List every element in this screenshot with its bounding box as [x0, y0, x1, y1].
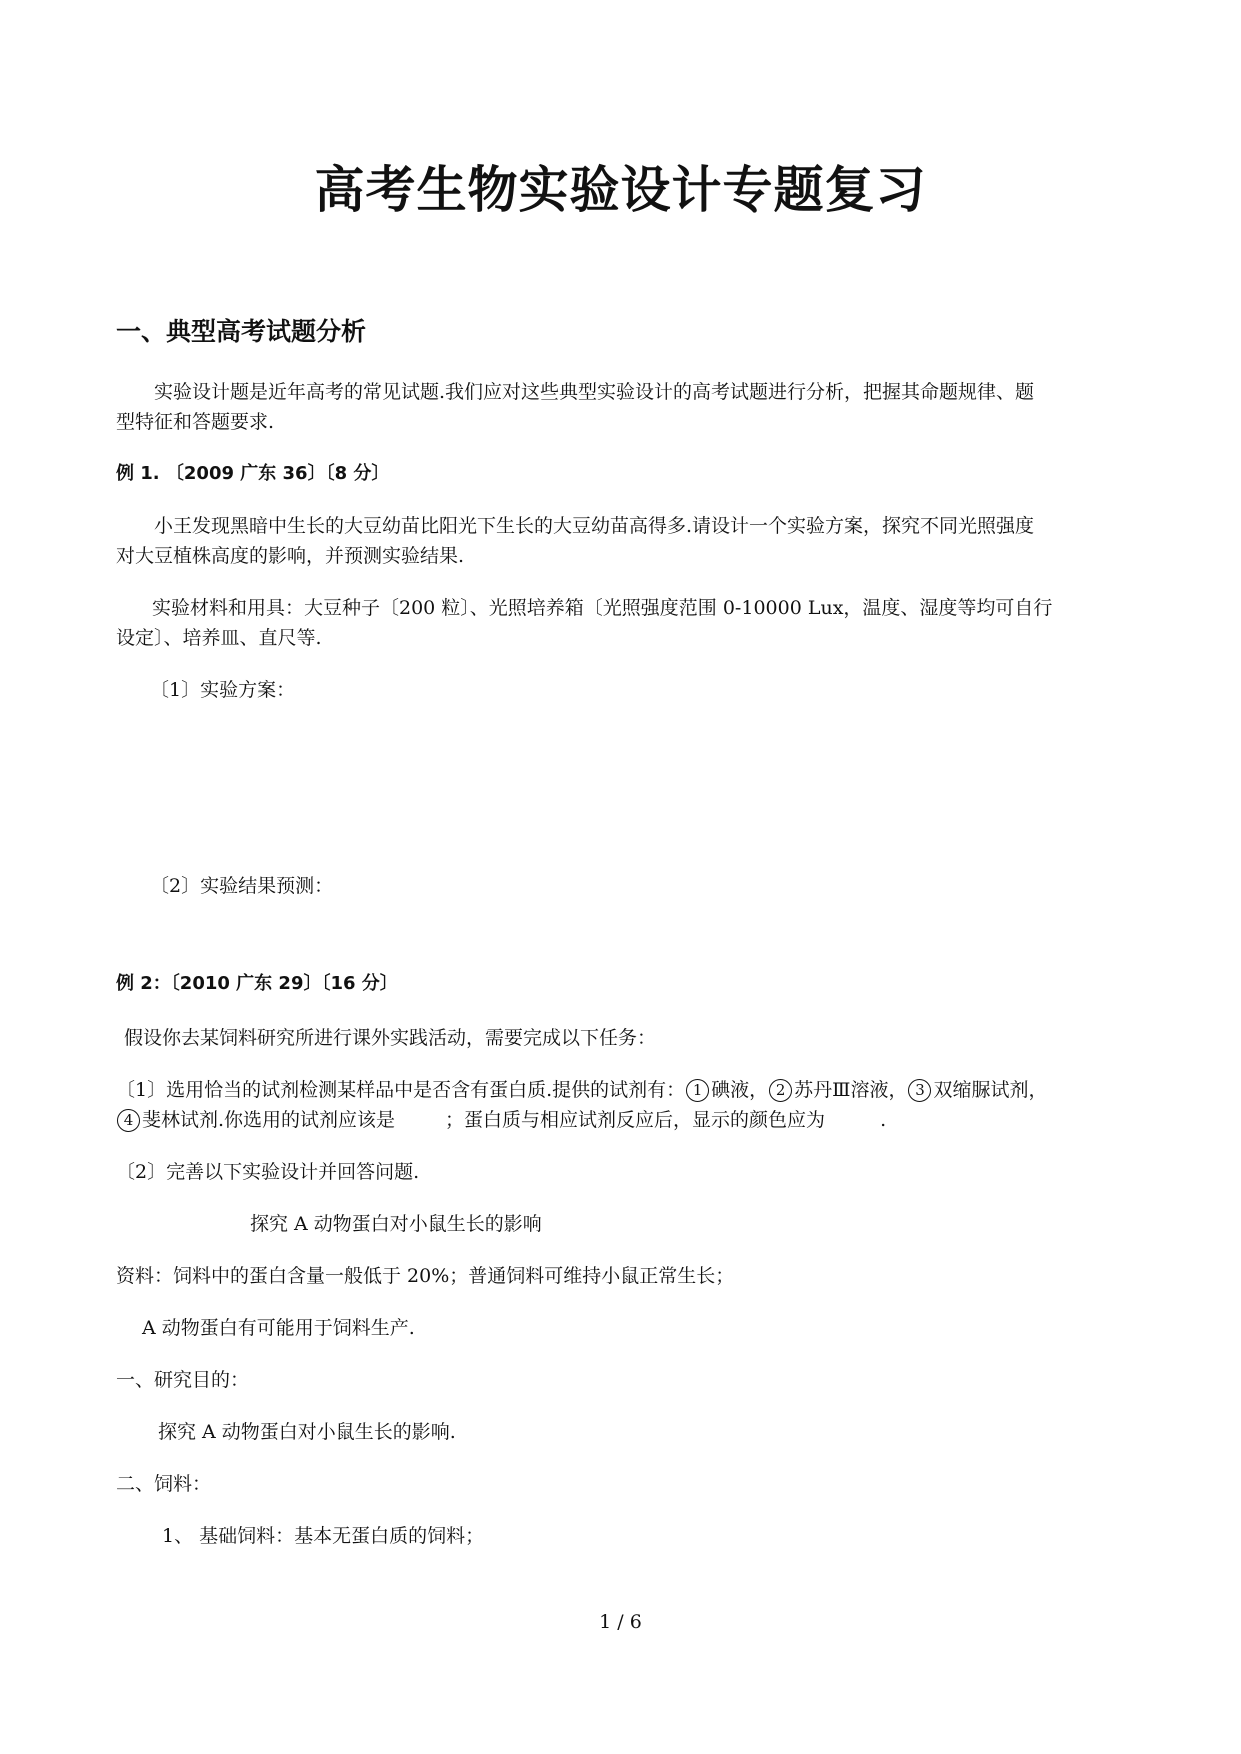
- info-line-2: A 动物蛋白有可能用于饲料生产.: [142, 1317, 415, 1339]
- question-1-text: 〔1〕选用恰当的试剂检测某样品中是否含有蛋白质.提供的试剂有：: [116, 1079, 686, 1101]
- example-2-heading: 例 2：〔2010 广东 29〕〔16 分〕: [116, 973, 398, 994]
- circled-number-2: 2: [769, 1079, 792, 1102]
- feed-heading: 二、饲料：: [116, 1473, 212, 1495]
- reagent-2: 苏丹Ⅲ溶液，: [794, 1079, 908, 1101]
- reagent-3: 双缩脲试剂，: [933, 1079, 1048, 1101]
- example-1-heading: 例 1. 〔2009 广东 36〕〔8 分〕: [116, 463, 390, 484]
- circled-number-1: 1: [686, 1079, 709, 1102]
- circled-number-4: 4: [117, 1109, 140, 1132]
- example-1-question-line-1: 小王发现黑暗中生长的大豆幼苗比阳光下生长的大豆幼苗高得多.请设计一个实验方案，探究不同光照强度: [154, 515, 1035, 537]
- circled-number-3: 3: [908, 1079, 931, 1102]
- example-2-question-1-line-2: [116, 1106, 886, 1134]
- intro-line-2: 型特征和答题要求.: [116, 411, 275, 433]
- document-title: 高考生物实验设计专题复习: [314, 161, 927, 219]
- example-1-materials-line-1: 实验材料和用具：大豆种子〔200 粒〕、光照培养箱〔光照强度范围 0-10000 Lux，温度、湿度等均可自行: [152, 597, 1053, 619]
- example-1-part-1: 〔1〕实验方案：: [150, 679, 296, 701]
- example-2-task: 假设你去某饲料研究所进行课外实践活动，需要完成以下任务：: [124, 1027, 657, 1049]
- experiment-title: 探究 A 动物蛋白对小鼠生长的影响: [250, 1213, 542, 1235]
- page-number: 1 / 6: [599, 1611, 642, 1633]
- feed-item-1: 1、 基础饲料：基本无蛋白质的饲料；: [162, 1525, 485, 1547]
- example-2-question-2: 〔2〕完善以下实验设计并回答问题.: [116, 1161, 420, 1183]
- aim-text: 探究 A 动物蛋白对小鼠生长的影响.: [158, 1421, 456, 1443]
- example-2-question-1-line-1: [116, 1076, 1048, 1104]
- reagent-1: 碘液，: [711, 1079, 769, 1101]
- reagent-4: 斐林试剂.你选用的试剂应该是: [142, 1109, 396, 1131]
- aim-heading: 一、研究目的：: [116, 1369, 250, 1391]
- intro-line-1: 实验设计题是近年高考的常见试题.我们应对这些典型实验设计的高考试题进行分析，把握其命题规律、题: [154, 381, 1035, 403]
- section-heading-1: 一、典型高考试题分析: [116, 317, 367, 346]
- question-1-end: .: [880, 1109, 887, 1131]
- example-1-question-line-2: 对大豆植株高度的影响，并预测实验结果.: [116, 545, 465, 567]
- question-1-color-text: ；蛋白质与相应试剂反应后，显示的颜色应为: [445, 1109, 826, 1131]
- example-1-part-2: 〔2〕实验结果预测：: [150, 875, 334, 897]
- info-line-1: 资料：饲料中的蛋白含量一般低于 20%；普通饲料可维持小鼠正常生长；: [116, 1265, 735, 1287]
- example-1-materials-line-2: 设定〕、培养皿、直尺等.: [116, 627, 322, 649]
